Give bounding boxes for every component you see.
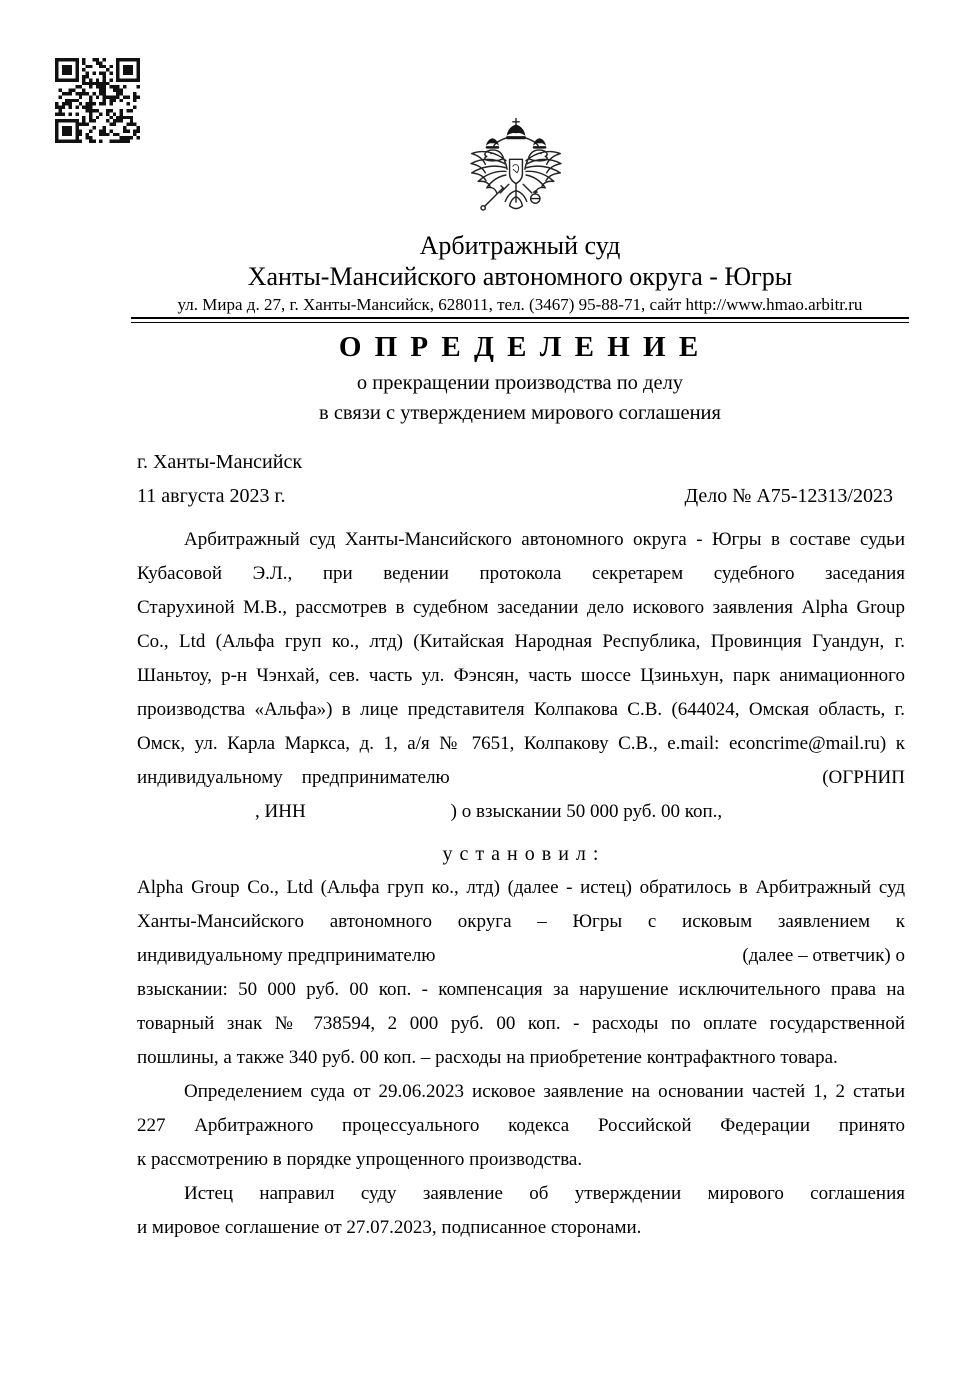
document-line: индивидуальному предпринимателю (далее – ответчик) о [137,945,905,966]
document-line: Ханты-Мансийского автономного округа – Югры с исковым заявлением к [137,911,905,932]
coat-of-arms-icon [466,114,566,226]
document-line: Alpha Group Co., Ltd (Альфа груп ко., лтд) (далее - истец) обратилось в Арбитражный суд [137,877,905,898]
document-subtitle-line2: в связи с утверждением мирового соглашения [319,402,721,424]
claim-paragraph [137,871,905,1075]
document-line: Кубасовой Э.Л., при ведении протокола секретарем судебного заседания [137,563,905,584]
document-line: пошлины, а также 340 руб. 00 коп. – расходы на приобретение контрафактного товара. [137,1047,838,1068]
document-line: 227 Арбитражного процессуального кодекса Российской Федерации принято [137,1115,905,1136]
court-name-line1: Арбитражный суд [419,231,621,260]
document-line: взыскании: 50 000 руб. 00 коп. - компенсация за нарушение исключительного права на [137,979,905,1000]
court-name-line2: Ханты-Мансийского автономного округа - Югры [247,262,793,291]
qr-code-icon [55,58,140,143]
document-subtitle-line1: о прекращении производства по делу [356,372,684,394]
document-body [137,523,905,1245]
title-block [131,326,909,428]
double-rule-divider [131,317,909,323]
document-line: Шаньтоу, р-н Чэнхай, сев. часть ул. Фэнсян, часть шоссе Цзиньхун, парк анимационного [137,665,905,686]
meta-block [137,445,905,513]
acceptance-paragraph [137,1075,905,1177]
city-label: г. Ханты-Мансийск [137,451,303,473]
document-line: и мировое соглашение от 27.07.2023, подписанное сторонами. [137,1217,642,1238]
document-line: , ИНН ) о взыскании 50 000 руб. 00 коп., [255,801,723,822]
case-number: Дело № А75-12313/2023 [684,485,893,507]
document-line: Арбитражный суд Ханты-Мансийского автономного округа - Югры в составе судьи [184,529,905,550]
court-header [131,231,909,323]
document-line: Старухиной М.В., рассмотрев в судебном заседании дело искового заявления Alpha Group [137,597,905,618]
document-line: Истец направил суду заявление об утверждении мирового соглашения [184,1183,905,1204]
ruling-word [137,837,905,871]
settlement-paragraph [137,1177,905,1245]
document-line: индивидуальному предпринимателю (ОГРНИП [137,767,905,788]
document-line: Омск, ул. Карла Маркса, д. 1, а/я № 7651, Колпакову С.В., e.mail: econcrime@mail.ru) к [137,733,905,754]
date-label: 11 августа 2023 г. [137,485,286,507]
date-case-row [137,479,905,513]
document-line: товарный знак № 738594, 2 000 руб. 00 коп. - расходы по оплате государственной [137,1013,905,1034]
document-line: у с т а н о в и л : [442,843,600,865]
document-line: к рассмотрению в порядке упрощенного производства. [137,1149,583,1170]
document-line: производства «Альфа») в лице представителя Колпакова С.В. (644024, Омская область, г. [137,699,905,720]
composition-paragraph [137,523,905,829]
document-line: Co., Ltd (Альфа груп ко., лтд) (Китайская Народная Республика, Провинция Гуандун, г. [137,631,905,652]
document-title: О П Р Е Д Е Л Е Н И Е [338,331,702,363]
court-address: ул. Мира д. 27, г. Ханты-Мансийск, 628011, тел. (3467) 95-88-71, сайт http://www.hmao.arbitr.ru [177,295,863,314]
document-line: Определением суда от 29.06.2023 исковое заявление на основании частей 1, 2 статьи [184,1081,905,1102]
